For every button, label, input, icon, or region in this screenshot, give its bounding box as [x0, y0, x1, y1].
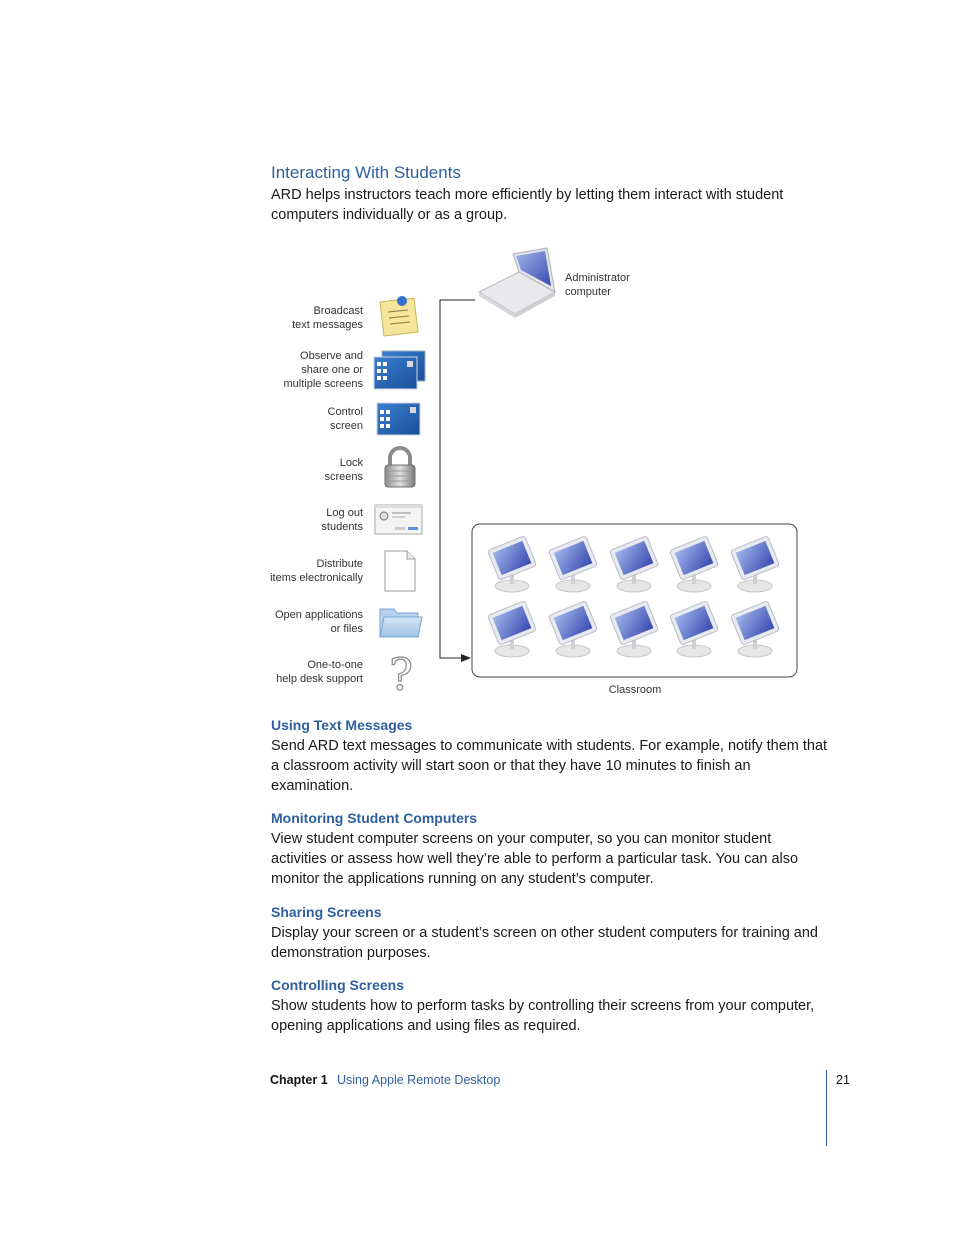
subsection-body [271, 736, 831, 796]
body-line: View student computer screens on your computer, so you can monitor student [271, 831, 772, 847]
body-line: Send ARD text messages to communicate with students. For example, notify them that [271, 738, 828, 754]
body-line: Show students how to perform tasks by controlling their screens from your computer, [271, 998, 815, 1014]
feature-label: Open applications [274, 609, 363, 621]
feature-label: screens [324, 471, 363, 483]
logout-dialog-icon [375, 505, 422, 534]
feature-label: Broadcast [313, 305, 363, 317]
question-mark-icon [389, 650, 413, 701]
feature-labels [270, 305, 363, 685]
feature-label: screen [329, 420, 363, 432]
body-line: a classroom activity will start soon or that they have 10 minutes to finish an [271, 758, 751, 774]
screen-icon [377, 403, 420, 435]
padlock-icon [385, 448, 415, 487]
body-line: demonstration purposes. [271, 945, 431, 961]
classroom-label: Classroom [608, 684, 662, 696]
feature-label: Distribute [316, 558, 363, 570]
folder-icon [380, 609, 422, 637]
footer-chapter-title: Using Apple Remote Desktop [337, 1073, 501, 1087]
section-title: Interacting With Students [271, 163, 461, 182]
body-line: opening applications and using files as required. [271, 1018, 581, 1034]
footer-divider [826, 1070, 827, 1146]
subsection-body [271, 996, 831, 1036]
multiple-screens-icon [374, 351, 425, 389]
feature-label: One-to-one [307, 659, 363, 671]
body-line: monitor the applications running on any student’s computer. [271, 871, 654, 887]
note-icon [380, 296, 418, 336]
body-line: Display your screen or a student’s screen on other student computers for training and [271, 925, 818, 941]
administrator-laptop-icon [479, 248, 555, 318]
footer-chapter: Chapter 1 [270, 1073, 328, 1087]
body-line: activities or assess how well they’re able to perform a particular task. You can also [271, 851, 799, 867]
subsection-title: Monitoring Student Computers [271, 810, 478, 826]
feature-label: text messages [292, 319, 363, 331]
subsection-body [271, 923, 831, 963]
connection-line [440, 300, 475, 658]
feature-label: Log out [326, 507, 363, 519]
feature-label: Lock [339, 457, 363, 469]
feature-label: items electronically [270, 572, 363, 584]
intro-line: computers individually or as a group. [271, 207, 508, 223]
page-number: 21 [836, 1073, 850, 1087]
subsection-body [271, 829, 831, 889]
subsection-title: Controlling Screens [271, 977, 405, 993]
admin-label: computer [565, 286, 611, 298]
feature-label: multiple screens [283, 378, 363, 390]
feature-label: or files [330, 623, 363, 635]
feature-label: Observe and [300, 350, 363, 362]
svg-text:?: ? [389, 650, 413, 701]
body-line: examination. [271, 778, 354, 794]
admin-label: Administrator [565, 272, 630, 284]
feature-label: help desk support [276, 673, 363, 685]
feature-label: students [321, 521, 363, 533]
subsection-title: Using Text Messages [271, 717, 413, 733]
subsection-title: Sharing Screens [271, 904, 382, 920]
feature-label: Control [327, 406, 363, 418]
intro-line: ARD helps instructors teach more efficiently by letting them interact with student [271, 187, 784, 203]
feature-label: share one or [301, 364, 363, 376]
document-icon [385, 551, 415, 591]
